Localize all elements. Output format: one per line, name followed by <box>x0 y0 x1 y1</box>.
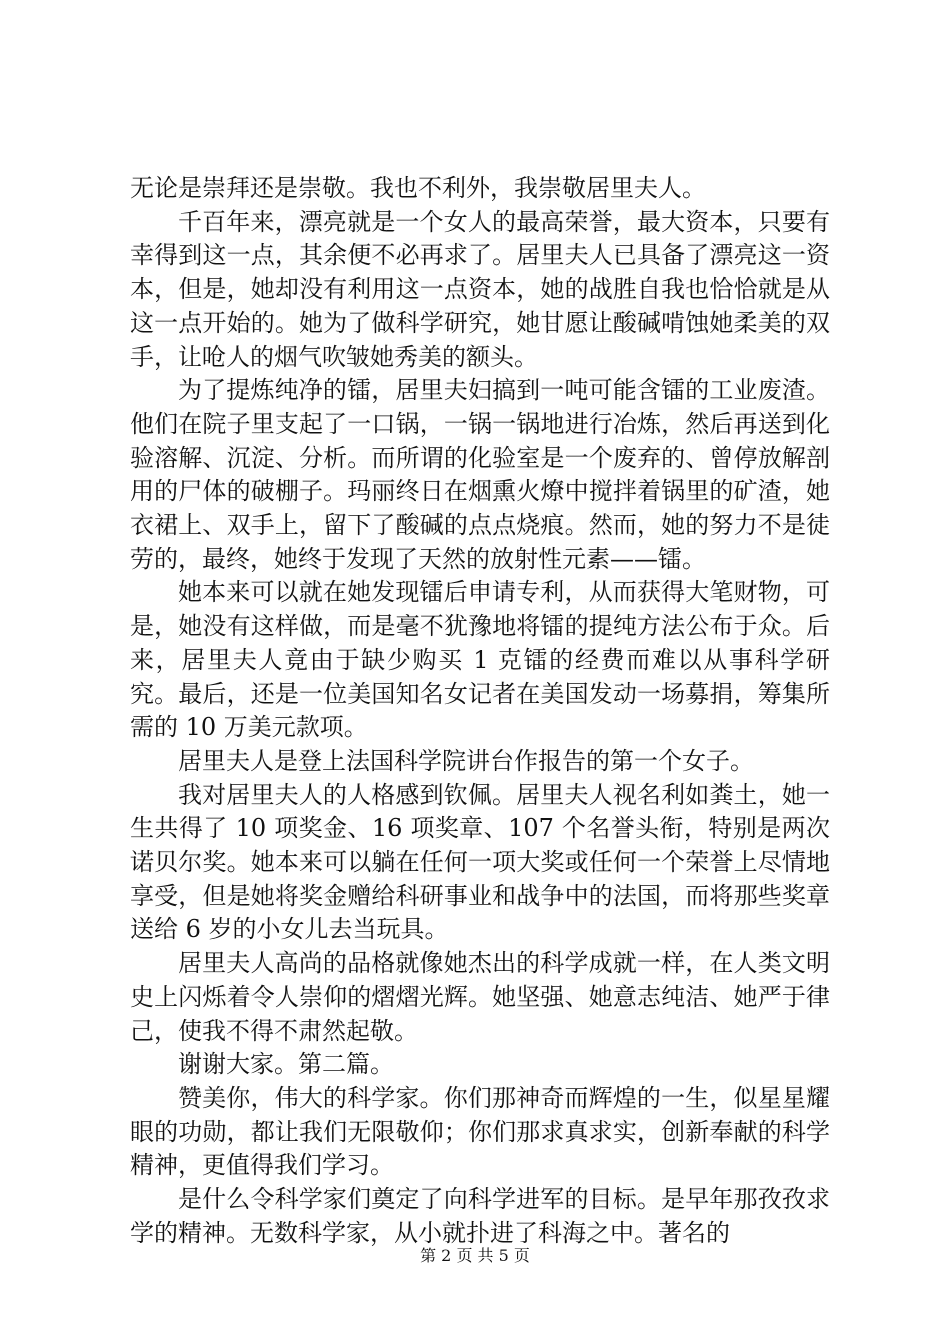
paragraph-5: 居里夫人是登上法国科学院讲台作报告的第一个女子。 <box>178 746 754 775</box>
paragraph-8: 谢谢大家。第二篇。 <box>178 1050 394 1079</box>
paragraph-3: 为了提炼纯净的镭，居里夫妇搞到一吨可能含镭的工业废渣。他们在院子里支起了一口锅，一锅一锅地进行冶炼，然后再送到化验溶解、沉淀、分析。而所谓的化验室是一个废弃的、曾停放解剖用的尸体的破棚子。玛丽终日在烟熏火燎中搅拌着锅里的矿渣，她衣裙上、双手上，留下了酸碱的点点烧痕。然而，她的努力不是徒劳的，最终，她终于发现了天然的放射性元素——镭。 <box>130 376 830 573</box>
body-text <box>130 172 830 1251</box>
paragraph-2: 千百年来，漂亮就是一个女人的最高荣誉，最大资本，只要有幸得到这一点，其余便不必再求了。居里夫人已具备了漂亮这一资本，但是，她却没有利用这一点资本，她的战胜自我也恰恰就是从这一点开始的。她为了做科学研究，她甘愿让酸碱啃蚀她柔美的双手，让呛人的烟气吹皱她秀美的额头。 <box>130 207 830 371</box>
paragraph-4: 她本来可以就在她发现镭后申请专利，从而获得大笔财物，可是，她没有这样做，而是毫不犹豫地将镭的提纯方法公布于众。后来，居里夫人竟由于缺少购买 1 克镭的经费而难以从事科学研究。最后，还是一位美国知名女记者在美国发动一场募捐，筹集所需的 10 万美元款项。 <box>130 578 830 742</box>
paragraph-10: 是什么令科学家们奠定了向科学进军的目标。是早年那孜孜求学的精神。无数科学家，从小就扑进了科海之中。著名的 <box>130 1185 830 1247</box>
paragraph-6: 我对居里夫人的人格感到钦佩。居里夫人视名利如粪土，她一生共得了 10 项奖金、16 项奖章、107 个名誉头衔，特别是两次诺贝尔奖。她本来可以躺在任何一项大奖或任何一个荣誉上尽情地享受，但是她将奖金赠给科研事业和战争中的法国，而将那些奖章送给 6 岁的小女儿去当玩具。 <box>130 780 830 944</box>
page-number-footer: 第 2 页 共 5 页 <box>420 1246 530 1265</box>
paragraph-7: 居里夫人高尚的品格就像她杰出的科学成就一样，在人类文明史上闪烁着令人崇仰的熠熠光辉。她坚强、她意志纯洁、她严于律己，使我不得不肃然起敬。 <box>130 949 830 1045</box>
paragraph-1: 无论是崇拜还是崇敬。我也不利外，我崇敬居里夫人。 <box>130 174 706 202</box>
paragraph-9: 赞美你，伟大的科学家。你们那神奇而辉煌的一生，似星星耀眼的功勋，都让我们无限敬仰；你们那求真求实，创新奉献的科学精神，更值得我们学习。 <box>130 1083 830 1180</box>
